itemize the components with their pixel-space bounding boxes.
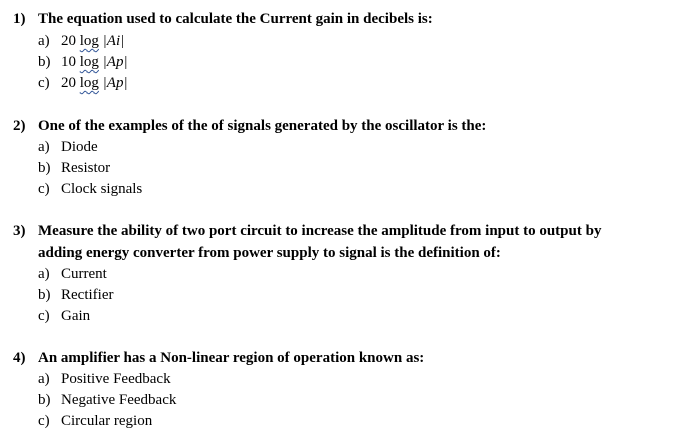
question-4-stem bbox=[0, 347, 690, 369]
question-text-line: Measure the ability of two port circuit to increase the amplitude from input to output by bbox=[38, 223, 602, 239]
option-letter: c) bbox=[38, 75, 50, 91]
question-3-stem bbox=[0, 220, 690, 264]
option-text: Positive Feedback bbox=[61, 371, 171, 387]
formula-expression: |Ai| bbox=[102, 33, 125, 49]
formula-coefficient: 10 bbox=[61, 54, 76, 70]
option-formula bbox=[61, 52, 128, 73]
question-text bbox=[38, 220, 683, 264]
option-letter: c) bbox=[38, 181, 50, 197]
option-letter: b) bbox=[38, 54, 51, 70]
formula-log: log bbox=[79, 54, 99, 70]
option-letter: a) bbox=[38, 371, 50, 387]
question-number: 4) bbox=[13, 350, 26, 366]
option-c bbox=[0, 306, 690, 327]
option-letter: a) bbox=[38, 139, 50, 155]
option-formula bbox=[61, 73, 128, 94]
option-text: Gain bbox=[61, 308, 91, 324]
formula-coefficient: 20 bbox=[61, 75, 76, 91]
option-letter: c) bbox=[38, 308, 50, 324]
question-1 bbox=[0, 8, 690, 94]
option-b bbox=[0, 285, 690, 306]
option-text: Clock signals bbox=[61, 181, 143, 197]
option-a bbox=[0, 137, 690, 158]
option-text: Resistor bbox=[61, 160, 111, 176]
option-c bbox=[0, 411, 690, 432]
option-letter: a) bbox=[38, 266, 50, 282]
question-text: An amplifier has a Non-linear region of operation known as: bbox=[38, 350, 425, 366]
option-text: Negative Feedback bbox=[61, 392, 177, 408]
question-number: 2) bbox=[13, 118, 26, 134]
question-text: The equation used to calculate the Current gain in decibels is: bbox=[38, 11, 433, 27]
question-4 bbox=[0, 347, 690, 432]
option-text: Circular region bbox=[61, 413, 153, 429]
option-text: Rectifier bbox=[61, 287, 114, 303]
question-text-line: adding energy converter from power supply to signal is the definition of: bbox=[38, 245, 501, 261]
question-2-stem bbox=[0, 115, 690, 137]
option-letter: b) bbox=[38, 392, 51, 408]
option-b bbox=[0, 158, 690, 179]
option-c bbox=[0, 179, 690, 200]
option-a bbox=[0, 31, 690, 52]
option-b bbox=[0, 390, 690, 411]
question-number: 3) bbox=[13, 223, 26, 239]
question-1-stem bbox=[0, 8, 690, 31]
question-3 bbox=[0, 220, 690, 327]
option-a bbox=[0, 264, 690, 285]
formula-expression: |Ap| bbox=[102, 75, 128, 91]
option-letter: a) bbox=[38, 33, 50, 49]
option-text: Current bbox=[61, 266, 107, 282]
option-text: Diode bbox=[61, 139, 98, 155]
option-letter: b) bbox=[38, 160, 51, 176]
question-number: 1) bbox=[13, 11, 26, 27]
formula-coefficient: 20 bbox=[61, 33, 76, 49]
formula-log: log bbox=[79, 33, 99, 49]
option-letter: c) bbox=[38, 413, 50, 429]
option-letter: b) bbox=[38, 287, 51, 303]
question-2 bbox=[0, 115, 690, 200]
formula-log: log bbox=[79, 75, 99, 91]
option-b bbox=[0, 52, 690, 73]
option-c bbox=[0, 73, 690, 94]
option-formula bbox=[61, 31, 124, 52]
question-text: One of the examples of the of signals generated by the oscillator is the: bbox=[38, 118, 487, 134]
option-a bbox=[0, 369, 690, 390]
formula-expression: |Ap| bbox=[102, 54, 128, 70]
